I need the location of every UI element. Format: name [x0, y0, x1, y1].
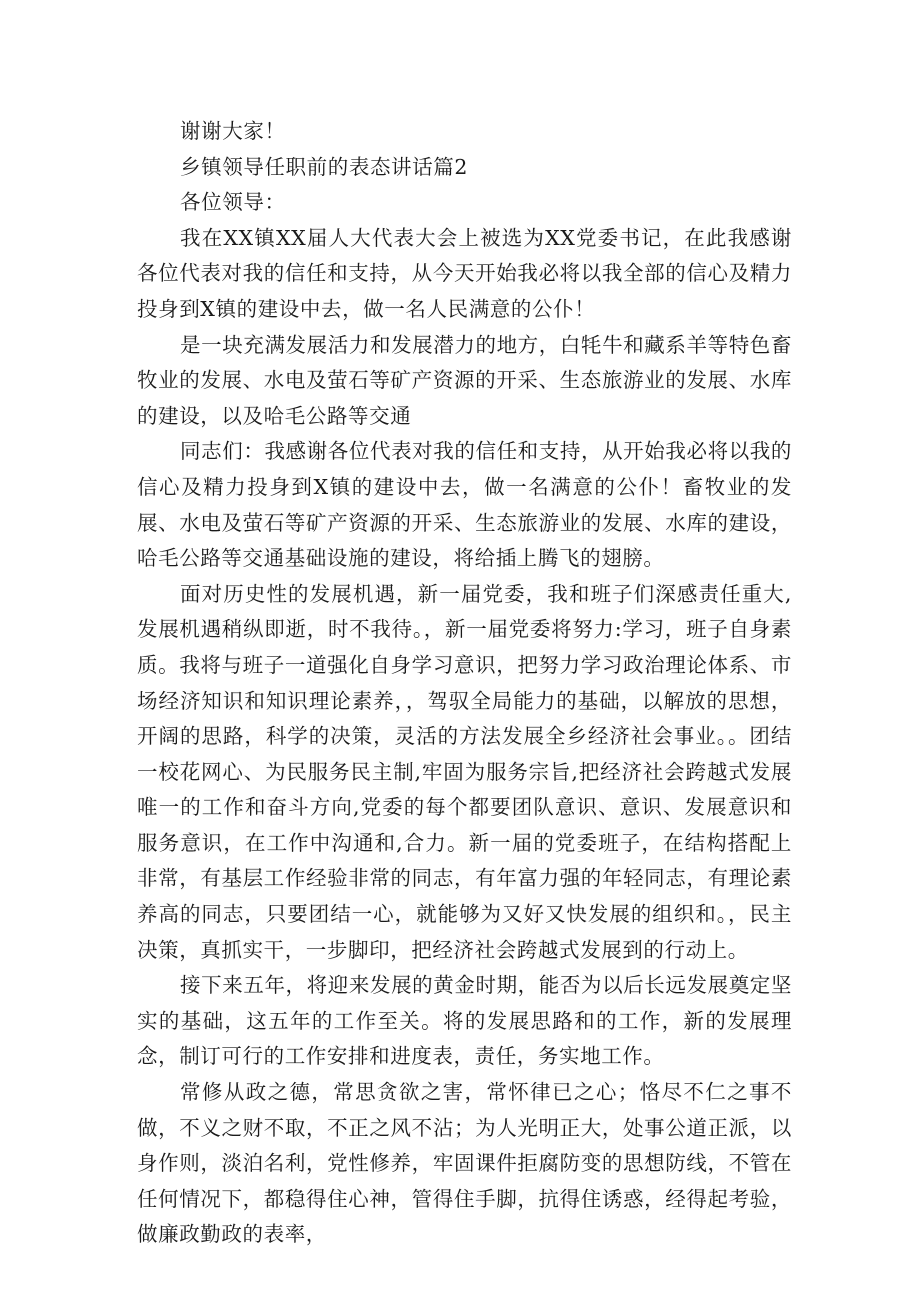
document-body — [137, 114, 792, 1253]
paragraph-five-years: 接下来五年，将迎来发展的黄金时期，能否为以后长远发展奠定坚实的基础，这五年的工作至关。将的发展思路和的工作，新的发展理念，制订可行的工作安排和进度表，责任，务实地工作。 — [137, 973, 792, 1069]
paragraph-integrity: 常修从政之德，常思贪欲之害，常怀律已之心；恪尽不仁之事不做，不义之财不取，不正之风不沾；为人光明正大，处事公道正派，以身作则，淡泊名利，党性修养，牢固课件拒腐防变的思想防线，不管在任何情况下，都稳得住心神，管得住手脚，抗得住诱惑，经得起考验，做廉政勤政的表率， — [137, 1080, 792, 1247]
section-heading: 乡镇领导任职前的表态讲话篇2 — [180, 154, 468, 179]
paragraph-comrades: 同志们：我感谢各位代表对我的信任和支持，从开始我必将以我的信心及精力投身到X镇的建设中去，做一名满意的公仆！畜牧业的发展、水电及萤石等矿产资源的开采、生态旅游业的发展、水库的建设，哈毛公路等交通基础设施的建设，将给插上腾飞的翅膀。 — [137, 439, 792, 571]
paragraph-election: 我在XX镇XX届人大代表大会上被选为XX党委书记，在此我感谢各位代表对我的信任和支持，从今天开始我必将以我全部的信心及精力投身到X镇的建设中去，做一名人民满意的公仆！ — [137, 225, 792, 321]
closing-line: 谢谢大家！ — [180, 119, 286, 143]
salutation: 各位领导： — [180, 190, 286, 215]
paragraph-opportunity: 面对历史性的发展机遇，新一届党委，我和班子们深感责任重大,发展机遇稍纵即逝，时不我待。，新一届党委将努力:学习，班子自身素质。我将与班子一道强化自身学习意识，把努力学习政治理论体系、市场经济知识和知识理论素养，，驾驭全局能力的基础，以解放的思想，开阔的思路，科学的决策，灵活的方法发展全乡经济社会事业。。团结一校花网心、为民服务民主制,牢固为服务宗旨,把经济社会跨越式发展唯一的工作和奋斗方向,党委的每个都要团队意识、意识、发展意识和服务意识，在工作中沟通和,合力。新一届的党委班子，在结构搭配上非常，有基层工作经验非常的同志，有年富力强的年轻同志，有理论素养高的同志，只要团结一心，就能够为又好又快发展的组织和。，民主决策，真抓实干，一步脚印，把经济社会跨越式发展到的行动上。 — [137, 581, 792, 962]
paragraph-region-overview: 是一块充满发展活力和发展潜力的地方，白牦牛和藏系羊等特色畜牧业的发展、水电及萤石等矿产资源的开采、生态旅游业的发展、水库的建设，以及哈毛公路等交通 — [137, 332, 792, 428]
